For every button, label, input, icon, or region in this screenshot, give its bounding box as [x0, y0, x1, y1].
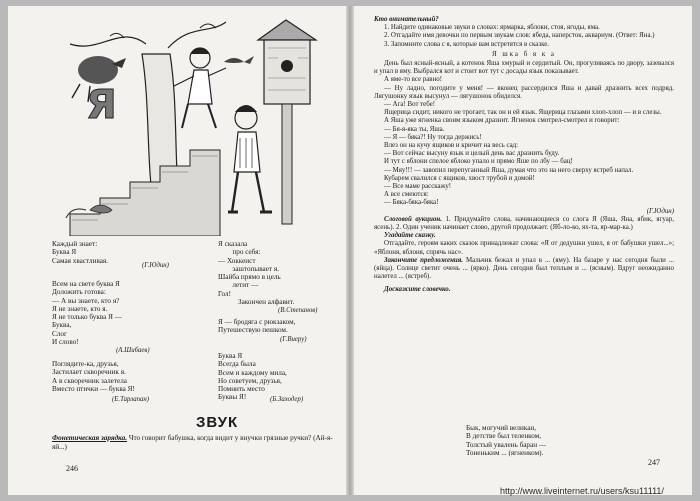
poem-7: Буква Я Всегда была Всем и каждому мила, Но советуем, друзья, Помнить место Буквы Я! [218, 352, 287, 402]
section-heading: ЗВУК [196, 414, 239, 431]
story-paragraph: — Бяка-бяка-бяка! [384, 199, 439, 207]
story-paragraph: — Все маме расскажу! [384, 183, 452, 191]
page-number-right: 247 [648, 458, 660, 467]
finish-sentences [374, 257, 674, 282]
task-1: 1. Найдите одинаковые звуки в словах: ярмарка, яблоки, стоя, ягоды, яма. [384, 24, 600, 32]
poem-5: Закончен алфавит. [238, 298, 295, 306]
story-paragraph: А яме-то все равно! [384, 76, 442, 84]
poem-6: Я — бродяга с рюкзаком, Путешествую пешком. [218, 318, 296, 335]
book-gutter [346, 6, 354, 495]
story-paragraph: — Ага! Вот тебе! [384, 101, 436, 109]
story-paragraph: — Вот сейчас высуну язык и целый день вас дразнить буду. [384, 150, 560, 158]
story-title: Я шка б я к а [492, 50, 556, 58]
poem-1-author: (Г.Юдин) [142, 262, 169, 269]
footer-url: http://www.liveinternet.ru/users/ksu11111/ [500, 486, 664, 496]
story-paragraph: И тут с яблони спелое яблоко упало и прямо Яше по лбу — бац! [384, 158, 573, 166]
story-paragraph: Кубарем свалился с ящиков, хвост трубой и домой! [384, 174, 535, 182]
syllable-text: 1. Придумайте слова, начинающиеся со слога Я (Яша, Яна, ябик, ягуар, ясень). 2. Один ученик начинает слово, другой продолжает. (Яб-ло-ко, ях-та, яр-мар-ка.) [374, 215, 674, 232]
task-2: 2. Отгадайте имя девочки по первым звукам слов: ябеда, наперсток, аквариум. (Ответ: Яна.) [384, 32, 655, 40]
attention-heading: Кто внимательный? [374, 16, 439, 23]
poem-2-author: (А.Шибаев) [116, 347, 150, 354]
attention-block [374, 16, 674, 294]
task-3: 3. Запомните слова с я, которые вам встретятся в сказке. [384, 40, 550, 48]
poem-6-author: (Г.Виеру) [280, 336, 307, 343]
poem-4: Я сказала про себя: — Хоккеист заштопывает я. Шайба прямо в цель летит — Гол! [218, 240, 281, 298]
svg-text:Я: Я [86, 82, 117, 128]
page-number-left: 246 [66, 464, 78, 473]
story-paragraph: Ящерица сидит, никого не трогает, так он и ей язык. Ящерица глазами хлоп-хлоп — и в слезы. [384, 109, 662, 117]
phonetic-text: Что говорит бабушка, когда видит у внучки грязные ручки? (Ай-я-яй...) [52, 434, 333, 451]
finish-label: Закончите предложения. [384, 256, 464, 264]
story-paragraph: — Мяу!!! — завопил перепуганный Яша, думая что это на него сверху ястреб напал. [384, 166, 634, 174]
right-page [354, 6, 692, 495]
illustration [50, 14, 340, 236]
book-spread [8, 6, 692, 495]
story-author: (Г.Юдин) [646, 207, 674, 215]
left-page [8, 6, 346, 495]
story-paragraph: — Я — бяка?! Ну тогда держись! [384, 133, 482, 141]
syllable-auction [374, 216, 674, 232]
poem-5-author: (В.Степанов) [278, 307, 318, 314]
syllable-label: Слоговой аукцион. [384, 215, 442, 223]
poem-1: Каждый знает: Буква Я Самая хвастливая. [52, 240, 109, 265]
story-paragraph: Влез он на кучу ящиков и кричит на весь сад: [384, 142, 519, 150]
phonetic-exercise [52, 434, 336, 451]
riddle-poem: Бык, могучий великан, В детстве был теленком, Толстый увалень баран — Тоненьким ... (ягненком). [466, 424, 547, 457]
word-heading: Доскажите словечко. [384, 285, 451, 293]
story-paragraph: А все смеются: [384, 191, 429, 199]
poem-2: Всем на свете буква Я Доложить готова: — А вы знаете, кто я? Я не знаете, кто я. Я не только буква Я — Буква, Слог И слово! [52, 280, 122, 347]
story-paragraph: А Яша уже ягненка своим языком дразнит. Ягненок смотрел-смотрел и говорит: [384, 117, 620, 125]
poem-7-author: (Б.Заходер) [270, 396, 304, 403]
guess-label: Угадайте сказку. [384, 232, 436, 240]
story-paragraph: День был ясный-ясный, а котенок Яша хмурый и сердитый. Он, прогуливаясь по двору, зазевался и упал в яму. Выбрался кот и стоит вот тут с досады язык показывает. [374, 60, 674, 76]
story-paragraph: — Ну ладно, погодите у меня! — вконец рассердился Яша и давай дразнить всех подряд. Лягушонку язык высунул — лягушонок обиделся. [374, 84, 674, 100]
story-paragraph: — Бя-я-яка ты, Яша. [384, 125, 445, 133]
finish-text: Мальчик бежал и упал в ... (яму). На базаре у нас сегодня были ... (яйца). Солнце светит очень ... (ярко). День сегодня был теплым и ... (ясным). Вдруг неожиданно налетел ... (ястреб). [374, 256, 674, 281]
poem-3: Поглядите-ка, друзья, Застилает скворечник я. А в скворечник залетела Вместо птички — буква Я! [52, 360, 135, 393]
guess-text: Отгадайте, героям каких сказок принадлежат слова: «Я от дедушки ушел, я от бабушки ушел...»; «Яблоня, яблоня, спрячь нас». [374, 240, 674, 256]
poem-3-author: (Е.Тарлапан) [112, 396, 150, 403]
phonetic-label: Фонетическая зарядка. [52, 434, 128, 442]
